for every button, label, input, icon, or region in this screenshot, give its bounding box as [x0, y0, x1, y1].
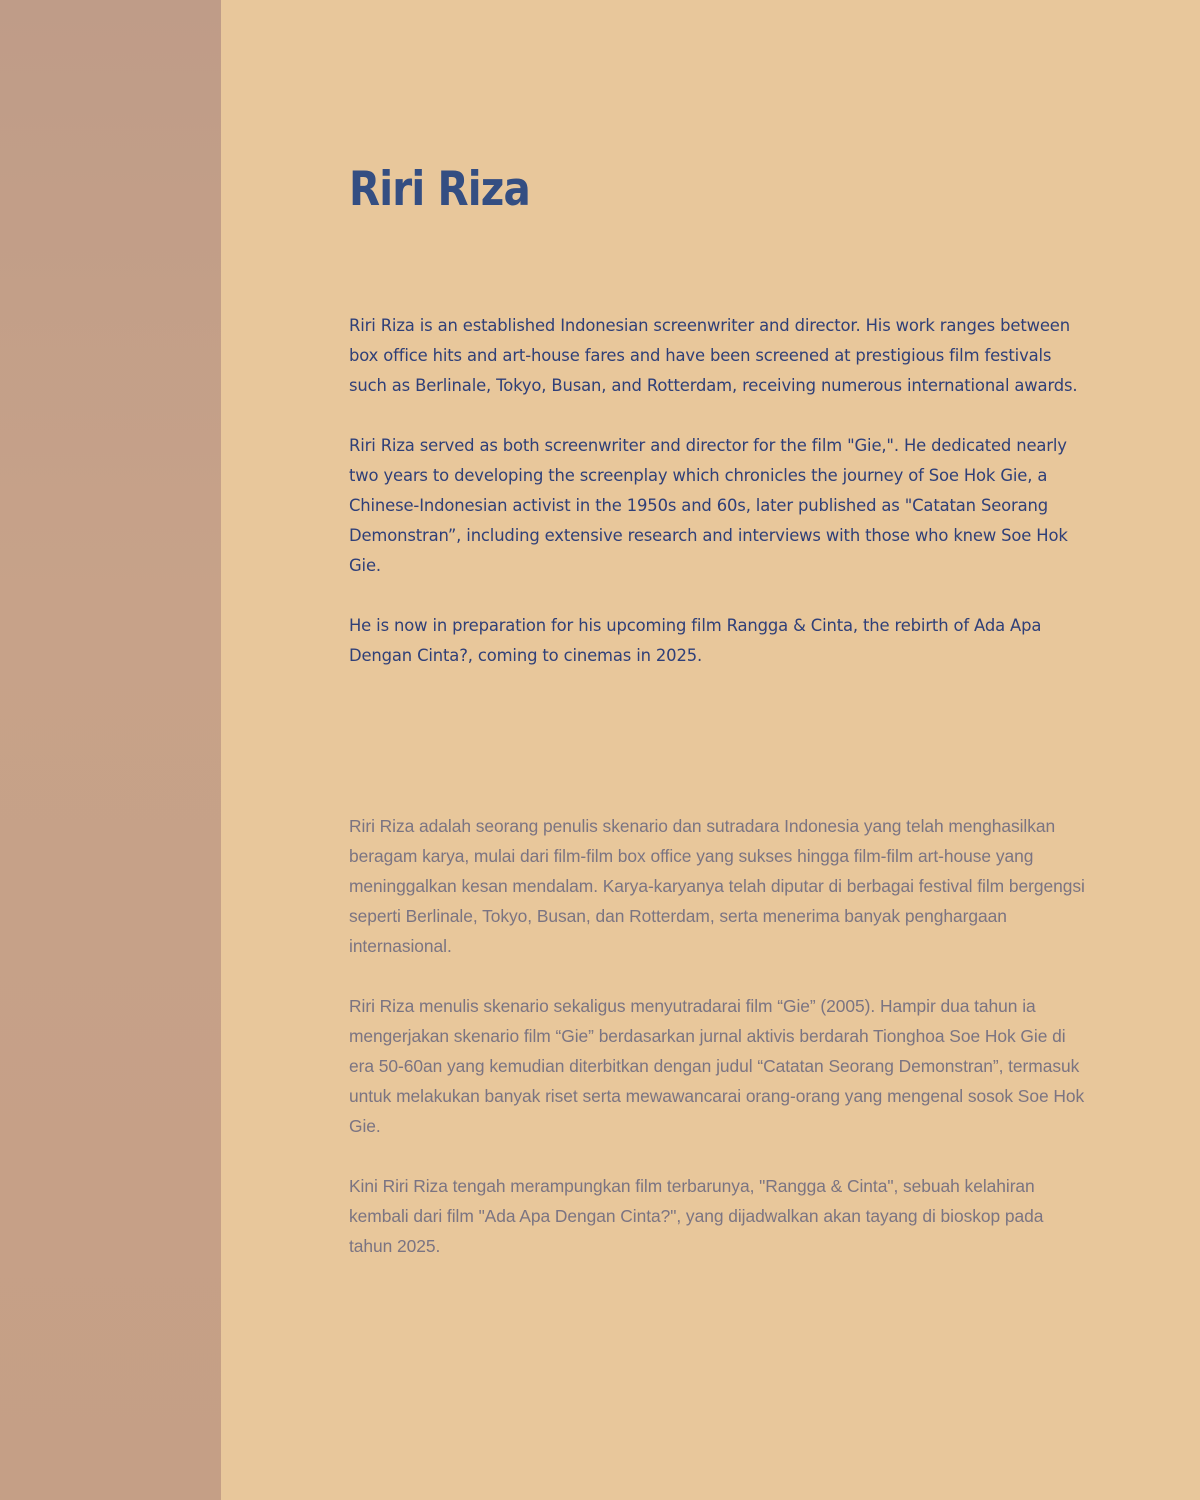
bio-english-section [349, 311, 1089, 701]
bio-english-paragraph: He is now in preparation for his upcoming film Rangga & Cinta, the rebirth of Ada Apa Dengan Cinta?, coming to cinemas in 2025. [349, 616, 1042, 665]
bio-english-paragraph: Riri Riza served as both screenwriter and director for the film "Gie,". He dedicated nearly two years to developing the screenplay which chronicles the journey of Soe Hok Gie, a Chinese-Indonesian activist in the 1950s and 60s, later published as "Catatan Seorang Demonstran”, including extensive research and interviews with those who knew Soe Hok Gie. [349, 436, 1068, 575]
bio-indonesian-paragraph: Kini Riri Riza tengah merampungkan film terbarunya, "Rangga & Cinta", sebuah kelahiran kembali dari film "Ada Apa Dengan Cinta?", yang dijadwalkan akan tayang di bioskop pada tahun 2025. [349, 1176, 1044, 1256]
bio-english-paragraph: Riri Riza is an established Indonesian screenwriter and director. His work ranges between box office hits and art-house fares and have been screened at prestigious film festivals such as Berlinale, Tokyo, Busan, and Rotterdam, receiving numerous international awards. [349, 316, 1078, 395]
bio-indonesian-paragraph: Riri Riza menulis skenario sekaligus menyutradarai film “Gie” (2005). Hampir dua tahun ia mengerjakan skenario film “Gie” berdasarkan jurnal aktivis berdarah Tionghoa Soe Hok Gie di era 50-60an yang kemudian diterbitkan dengan judul “Catatan Seorang Demonstran”, termasuk untuk melakukan banyak riset serta mewawancarai orang-orang yang mengenal sosok Soe Hok Gie. [349, 996, 1085, 1136]
left-sidebar-panel [0, 0, 221, 1500]
bio-indonesian-section [349, 811, 1089, 1291]
page-title: Riri Riza [349, 162, 530, 217]
bio-indonesian-paragraph: Riri Riza adalah seorang penulis skenario dan sutradara Indonesia yang telah menghasilkan beragam karya, mulai dari film-film box office yang sukses hingga film-film art-house yang meninggalkan kesan mendalam. Karya-karyanya telah diputar di berbagai festival film bergengsi seperti Berlinale, Tokyo, Busan, dan Rotterdam, serta menerima banyak penghargaan internasional. [349, 816, 1085, 956]
